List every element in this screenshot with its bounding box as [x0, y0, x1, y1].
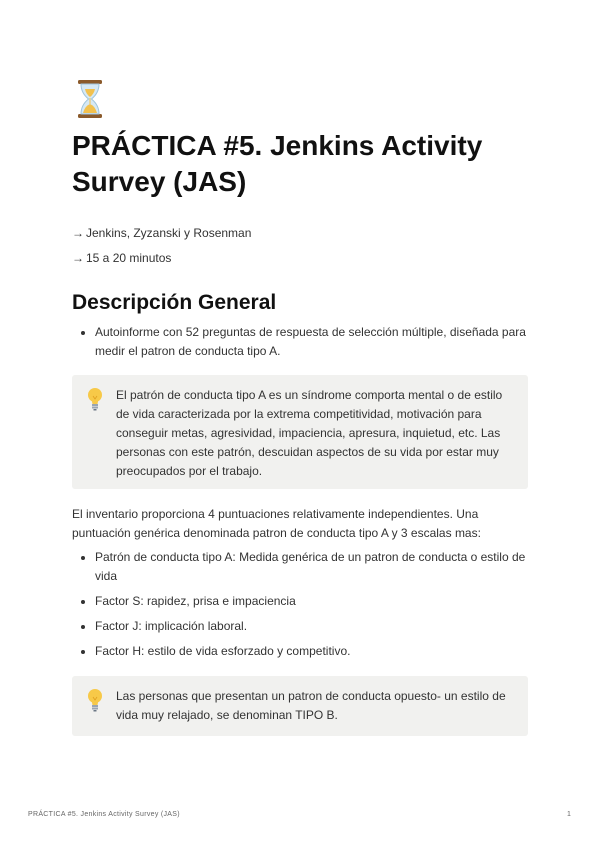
list-item: Factor S: rapidez, prisa e impaciencia — [72, 592, 528, 611]
inventory-paragraph: El inventario proporciona 4 puntuaciones relativamente independientes. Una puntuación genérica denominada patron de conducta tipo A y 3 escalas mas: — [72, 507, 481, 540]
duration-text: 15 a 20 minutos — [86, 251, 172, 265]
arrow-icon: → — [72, 251, 84, 265]
list-item: Autoinforme con 52 preguntas de respuesta de selección múltiple, diseñada para medir el patron de conducta tipo A. — [72, 323, 528, 361]
scales-list — [72, 548, 528, 661]
page-number: 1 — [567, 811, 571, 818]
lightbulb-icon — [86, 387, 104, 411]
page-title: PRÁCTICA #5. Jenkins Activity Survey (JAS) — [72, 130, 483, 197]
intro-list — [72, 323, 528, 361]
list-item: Patrón de conducta tipo A: Medida genérica de un patron de conducta o estilo de vida — [72, 548, 528, 586]
section-heading: Descripción General — [72, 291, 277, 314]
callout-text: Las personas que presentan un patron de conducta opuesto- un estilo de vida muy relajado, se denominan TIPO B. — [116, 689, 506, 722]
callout-type-b — [72, 676, 528, 736]
callout-text: El patrón de conducta tipo A es un síndrome comporta mental o de estilo de vida caracterizada por la extrema competitividad, motivación para conseguir metas, agresividad, impaciencia, apresura, inquietud, etc. Las personas con este patrón, descuidan aspectos de su vida por estar muy preocupados por el trabajo. — [116, 388, 503, 478]
arrow-icon: → — [72, 226, 84, 240]
list-item: Factor J: implicación laboral. — [72, 617, 528, 636]
footer-title: PRÁCTICA #5. Jenkins Activity Survey (JAS) — [28, 811, 180, 818]
duration-line — [72, 251, 171, 265]
authors-text: Jenkins, Zyzanski y Rosenman — [86, 226, 252, 240]
list-item: Factor H: estilo de vida esforzado y competitivo. — [72, 642, 528, 661]
hourglass-icon — [76, 79, 104, 119]
authors-line — [72, 226, 251, 240]
lightbulb-icon — [86, 688, 104, 712]
callout-type-a — [72, 375, 528, 489]
